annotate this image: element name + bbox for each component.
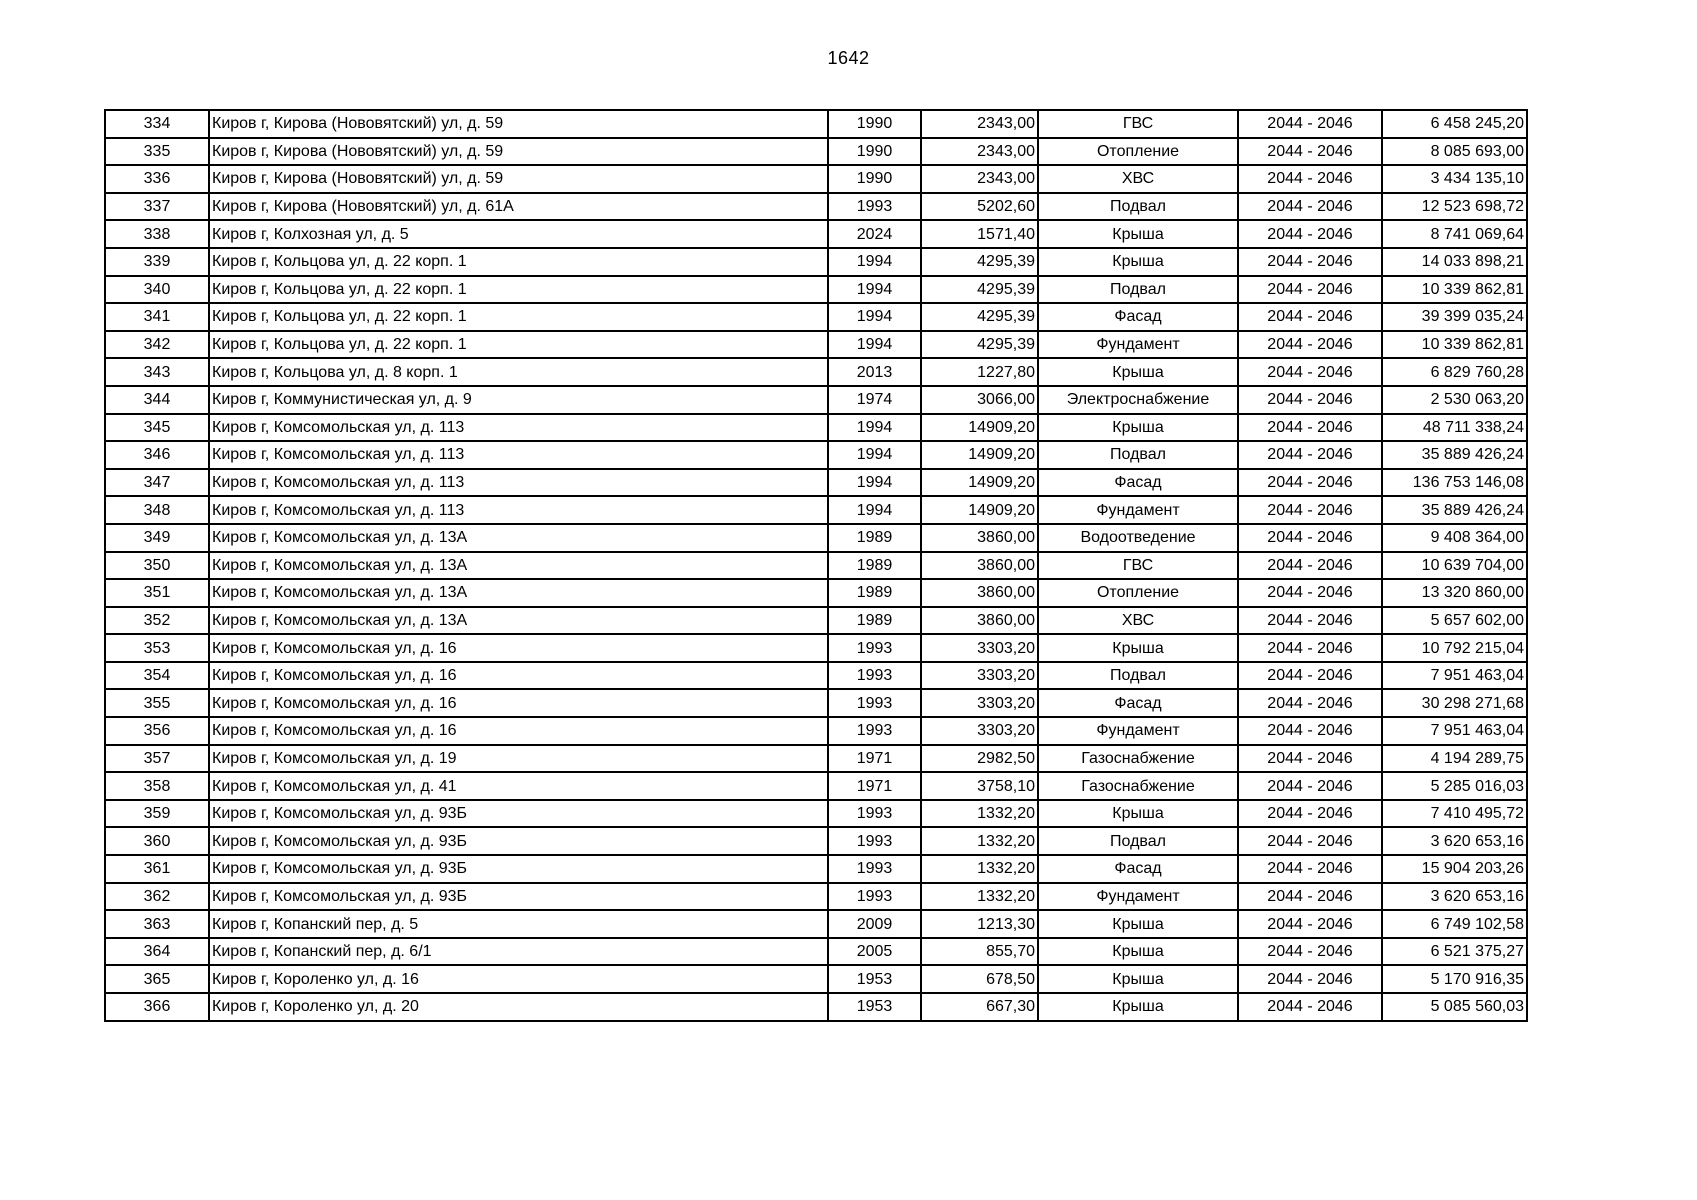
area-cell: 3066,00 <box>921 386 1038 414</box>
period-cell: 2044 - 2046 <box>1238 496 1382 524</box>
table-row <box>105 800 1527 828</box>
area-cell: 1332,20 <box>921 827 1038 855</box>
work-type-cell: Фасад <box>1038 855 1238 883</box>
table-row <box>105 910 1527 938</box>
row-number-cell: 362 <box>105 883 209 911</box>
period-cell: 2044 - 2046 <box>1238 717 1382 745</box>
work-type-cell: Подвал <box>1038 193 1238 221</box>
area-cell: 3860,00 <box>921 552 1038 580</box>
cost-cell: 6 749 102,58 <box>1382 910 1527 938</box>
cost-cell: 10 339 862,81 <box>1382 276 1527 304</box>
work-type-cell: Крыша <box>1038 938 1238 966</box>
work-type-cell: ГВС <box>1038 552 1238 580</box>
period-cell: 2044 - 2046 <box>1238 414 1382 442</box>
row-number-cell: 364 <box>105 938 209 966</box>
area-cell: 1213,30 <box>921 910 1038 938</box>
work-type-cell: Крыша <box>1038 220 1238 248</box>
year-built-cell: 1994 <box>828 496 921 524</box>
year-built-cell: 1990 <box>828 138 921 166</box>
repair-schedule-table <box>104 109 1528 1022</box>
area-cell: 2343,00 <box>921 138 1038 166</box>
table-row <box>105 220 1527 248</box>
year-built-cell: 1971 <box>828 745 921 773</box>
cost-cell: 3 620 653,16 <box>1382 827 1527 855</box>
area-cell: 14909,20 <box>921 496 1038 524</box>
period-cell: 2044 - 2046 <box>1238 579 1382 607</box>
area-cell: 678,50 <box>921 965 1038 993</box>
cost-cell: 3 434 135,10 <box>1382 165 1527 193</box>
period-cell: 2044 - 2046 <box>1238 248 1382 276</box>
period-cell: 2044 - 2046 <box>1238 883 1382 911</box>
table-row <box>105 193 1527 221</box>
year-built-cell: 1993 <box>828 662 921 690</box>
area-cell: 855,70 <box>921 938 1038 966</box>
year-built-cell: 1993 <box>828 634 921 662</box>
address-cell: Киров г, Комсомольская ул, д. 93Б <box>209 883 828 911</box>
area-cell: 3303,20 <box>921 662 1038 690</box>
area-cell: 1571,40 <box>921 220 1038 248</box>
cost-cell: 5 657 602,00 <box>1382 607 1527 635</box>
period-cell: 2044 - 2046 <box>1238 772 1382 800</box>
work-type-cell: Фасад <box>1038 689 1238 717</box>
period-cell: 2044 - 2046 <box>1238 855 1382 883</box>
row-number-cell: 351 <box>105 579 209 607</box>
period-cell: 2044 - 2046 <box>1238 689 1382 717</box>
area-cell: 3303,20 <box>921 634 1038 662</box>
period-cell: 2044 - 2046 <box>1238 965 1382 993</box>
table-row <box>105 552 1527 580</box>
year-built-cell: 1994 <box>828 414 921 442</box>
year-built-cell: 2005 <box>828 938 921 966</box>
period-cell: 2044 - 2046 <box>1238 386 1382 414</box>
work-type-cell: Крыша <box>1038 358 1238 386</box>
row-number-cell: 365 <box>105 965 209 993</box>
cost-cell: 12 523 698,72 <box>1382 193 1527 221</box>
work-type-cell: Крыша <box>1038 800 1238 828</box>
row-number-cell: 339 <box>105 248 209 276</box>
area-cell: 1227,80 <box>921 358 1038 386</box>
row-number-cell: 353 <box>105 634 209 662</box>
work-type-cell: Подвал <box>1038 827 1238 855</box>
period-cell: 2044 - 2046 <box>1238 552 1382 580</box>
cost-cell: 30 298 271,68 <box>1382 689 1527 717</box>
cost-cell: 14 033 898,21 <box>1382 248 1527 276</box>
row-number-cell: 358 <box>105 772 209 800</box>
work-type-cell: Крыша <box>1038 993 1238 1021</box>
cost-cell: 35 889 426,24 <box>1382 441 1527 469</box>
cost-cell: 39 399 035,24 <box>1382 303 1527 331</box>
period-cell: 2044 - 2046 <box>1238 800 1382 828</box>
row-number-cell: 337 <box>105 193 209 221</box>
cost-cell: 48 711 338,24 <box>1382 414 1527 442</box>
area-cell: 14909,20 <box>921 469 1038 497</box>
table-row <box>105 993 1527 1021</box>
table-row <box>105 138 1527 166</box>
period-cell: 2044 - 2046 <box>1238 607 1382 635</box>
period-cell: 2044 - 2046 <box>1238 524 1382 552</box>
work-type-cell: Отопление <box>1038 579 1238 607</box>
year-built-cell: 1993 <box>828 800 921 828</box>
period-cell: 2044 - 2046 <box>1238 358 1382 386</box>
table-row <box>105 938 1527 966</box>
work-type-cell: Фасад <box>1038 469 1238 497</box>
period-cell: 2044 - 2046 <box>1238 469 1382 497</box>
row-number-cell: 356 <box>105 717 209 745</box>
row-number-cell: 350 <box>105 552 209 580</box>
row-number-cell: 344 <box>105 386 209 414</box>
cost-cell: 6 829 760,28 <box>1382 358 1527 386</box>
cost-cell: 7 410 495,72 <box>1382 800 1527 828</box>
work-type-cell: Подвал <box>1038 276 1238 304</box>
table-row <box>105 441 1527 469</box>
address-cell: Киров г, Комсомольская ул, д. 113 <box>209 414 828 442</box>
address-cell: Киров г, Колхозная ул, д. 5 <box>209 220 828 248</box>
table-row <box>105 524 1527 552</box>
address-cell: Киров г, Кольцова ул, д. 22 корп. 1 <box>209 331 828 359</box>
work-type-cell: ГВС <box>1038 110 1238 138</box>
work-type-cell: Фундамент <box>1038 717 1238 745</box>
address-cell: Киров г, Комсомольская ул, д. 16 <box>209 689 828 717</box>
work-type-cell: Подвал <box>1038 441 1238 469</box>
table-row <box>105 965 1527 993</box>
year-built-cell: 1994 <box>828 331 921 359</box>
period-cell: 2044 - 2046 <box>1238 303 1382 331</box>
row-number-cell: 341 <box>105 303 209 331</box>
address-cell: Киров г, Короленко ул, д. 20 <box>209 993 828 1021</box>
table-row <box>105 745 1527 773</box>
row-number-cell: 352 <box>105 607 209 635</box>
area-cell: 4295,39 <box>921 331 1038 359</box>
area-cell: 1332,20 <box>921 883 1038 911</box>
area-cell: 2343,00 <box>921 165 1038 193</box>
work-type-cell: Крыша <box>1038 910 1238 938</box>
year-built-cell: 1990 <box>828 165 921 193</box>
address-cell: Киров г, Кольцова ул, д. 22 корп. 1 <box>209 276 828 304</box>
work-type-cell: Подвал <box>1038 662 1238 690</box>
row-number-cell: 355 <box>105 689 209 717</box>
row-number-cell: 347 <box>105 469 209 497</box>
area-cell: 14909,20 <box>921 441 1038 469</box>
address-cell: Киров г, Кольцова ул, д. 22 корп. 1 <box>209 303 828 331</box>
work-type-cell: Отопление <box>1038 138 1238 166</box>
period-cell: 2044 - 2046 <box>1238 110 1382 138</box>
period-cell: 2044 - 2046 <box>1238 827 1382 855</box>
area-cell: 1332,20 <box>921 855 1038 883</box>
address-cell: Киров г, Комсомольская ул, д. 19 <box>209 745 828 773</box>
address-cell: Киров г, Копанский пер, д. 5 <box>209 910 828 938</box>
year-built-cell: 1993 <box>828 193 921 221</box>
area-cell: 2982,50 <box>921 745 1038 773</box>
work-type-cell: Газоснабжение <box>1038 745 1238 773</box>
work-type-cell: Фундамент <box>1038 496 1238 524</box>
row-number-cell: 340 <box>105 276 209 304</box>
period-cell: 2044 - 2046 <box>1238 441 1382 469</box>
page-number: 1642 <box>827 48 870 68</box>
year-built-cell: 1989 <box>828 579 921 607</box>
year-built-cell: 1994 <box>828 248 921 276</box>
year-built-cell: 1989 <box>828 607 921 635</box>
area-cell: 3860,00 <box>921 607 1038 635</box>
area-cell: 667,30 <box>921 993 1038 1021</box>
table-row <box>105 496 1527 524</box>
cost-cell: 136 753 146,08 <box>1382 469 1527 497</box>
period-cell: 2044 - 2046 <box>1238 993 1382 1021</box>
table-row <box>105 276 1527 304</box>
year-built-cell: 1994 <box>828 303 921 331</box>
year-built-cell: 1993 <box>828 855 921 883</box>
work-type-cell: Электроснабжение <box>1038 386 1238 414</box>
table-row <box>105 662 1527 690</box>
year-built-cell: 1974 <box>828 386 921 414</box>
table-row <box>105 689 1527 717</box>
year-built-cell: 1994 <box>828 441 921 469</box>
area-cell: 4295,39 <box>921 303 1038 331</box>
period-cell: 2044 - 2046 <box>1238 331 1382 359</box>
cost-cell: 7 951 463,04 <box>1382 717 1527 745</box>
area-cell: 3860,00 <box>921 579 1038 607</box>
year-built-cell: 1989 <box>828 524 921 552</box>
table-row <box>105 634 1527 662</box>
row-number-cell: 343 <box>105 358 209 386</box>
cost-cell: 10 339 862,81 <box>1382 331 1527 359</box>
cost-cell: 9 408 364,00 <box>1382 524 1527 552</box>
period-cell: 2044 - 2046 <box>1238 276 1382 304</box>
table-row <box>105 883 1527 911</box>
cost-cell: 8 741 069,64 <box>1382 220 1527 248</box>
address-cell: Киров г, Кирова (Нововятский) ул, д. 59 <box>209 165 828 193</box>
address-cell: Киров г, Комсомольская ул, д. 93Б <box>209 855 828 883</box>
table-row <box>105 303 1527 331</box>
area-cell: 3303,20 <box>921 689 1038 717</box>
table-row <box>105 607 1527 635</box>
row-number-cell: 357 <box>105 745 209 773</box>
cost-cell: 13 320 860,00 <box>1382 579 1527 607</box>
work-type-cell: Фундамент <box>1038 331 1238 359</box>
address-cell: Киров г, Комсомольская ул, д. 16 <box>209 634 828 662</box>
cost-cell: 6 521 375,27 <box>1382 938 1527 966</box>
period-cell: 2044 - 2046 <box>1238 193 1382 221</box>
year-built-cell: 1993 <box>828 717 921 745</box>
table-row <box>105 827 1527 855</box>
address-cell: Киров г, Комсомольская ул, д. 13А <box>209 524 828 552</box>
year-built-cell: 1994 <box>828 276 921 304</box>
table-row <box>105 469 1527 497</box>
table-row <box>105 717 1527 745</box>
address-cell: Киров г, Комсомольская ул, д. 113 <box>209 469 828 497</box>
row-number-cell: 338 <box>105 220 209 248</box>
row-number-cell: 335 <box>105 138 209 166</box>
cost-cell: 10 639 704,00 <box>1382 552 1527 580</box>
row-number-cell: 334 <box>105 110 209 138</box>
row-number-cell: 361 <box>105 855 209 883</box>
cost-cell: 2 530 063,20 <box>1382 386 1527 414</box>
work-type-cell: Крыша <box>1038 414 1238 442</box>
work-type-cell: ХВС <box>1038 165 1238 193</box>
address-cell: Киров г, Комсомольская ул, д. 113 <box>209 441 828 469</box>
address-cell: Киров г, Комсомольская ул, д. 93Б <box>209 827 828 855</box>
row-number-cell: 346 <box>105 441 209 469</box>
address-cell: Киров г, Комсомольская ул, д. 13А <box>209 552 828 580</box>
row-number-cell: 354 <box>105 662 209 690</box>
period-cell: 2044 - 2046 <box>1238 938 1382 966</box>
work-type-cell: Фундамент <box>1038 883 1238 911</box>
table-row <box>105 331 1527 359</box>
year-built-cell: 1953 <box>828 993 921 1021</box>
period-cell: 2044 - 2046 <box>1238 138 1382 166</box>
table-row <box>105 855 1527 883</box>
address-cell: Киров г, Комсомольская ул, д. 113 <box>209 496 828 524</box>
cost-cell: 6 458 245,20 <box>1382 110 1527 138</box>
work-type-cell: Фасад <box>1038 303 1238 331</box>
area-cell: 5202,60 <box>921 193 1038 221</box>
table-row <box>105 386 1527 414</box>
row-number-cell: 363 <box>105 910 209 938</box>
year-built-cell: 1994 <box>828 469 921 497</box>
cost-cell: 5 085 560,03 <box>1382 993 1527 1021</box>
work-type-cell: ХВС <box>1038 607 1238 635</box>
table-row <box>105 248 1527 276</box>
area-cell: 4295,39 <box>921 248 1038 276</box>
cost-cell: 15 904 203,26 <box>1382 855 1527 883</box>
table-row <box>105 165 1527 193</box>
year-built-cell: 1993 <box>828 883 921 911</box>
table-row <box>105 772 1527 800</box>
table-row <box>105 579 1527 607</box>
address-cell: Киров г, Копанский пер, д. 6/1 <box>209 938 828 966</box>
row-number-cell: 336 <box>105 165 209 193</box>
period-cell: 2044 - 2046 <box>1238 745 1382 773</box>
cost-cell: 4 194 289,75 <box>1382 745 1527 773</box>
year-built-cell: 1989 <box>828 552 921 580</box>
work-type-cell: Крыша <box>1038 965 1238 993</box>
cost-cell: 5 170 916,35 <box>1382 965 1527 993</box>
table-body <box>105 110 1527 1021</box>
row-number-cell: 366 <box>105 993 209 1021</box>
period-cell: 2044 - 2046 <box>1238 220 1382 248</box>
cost-cell: 5 285 016,03 <box>1382 772 1527 800</box>
address-cell: Киров г, Комсомольская ул, д. 41 <box>209 772 828 800</box>
area-cell: 3758,10 <box>921 772 1038 800</box>
cost-cell: 10 792 215,04 <box>1382 634 1527 662</box>
area-cell: 4295,39 <box>921 276 1038 304</box>
address-cell: Киров г, Кирова (Нововятский) ул, д. 59 <box>209 110 828 138</box>
row-number-cell: 359 <box>105 800 209 828</box>
address-cell: Киров г, Кольцова ул, д. 22 корп. 1 <box>209 248 828 276</box>
address-cell: Киров г, Комсомольская ул, д. 93Б <box>209 800 828 828</box>
year-built-cell: 1971 <box>828 772 921 800</box>
address-cell: Киров г, Комсомольская ул, д. 13А <box>209 579 828 607</box>
cost-cell: 3 620 653,16 <box>1382 883 1527 911</box>
row-number-cell: 360 <box>105 827 209 855</box>
row-number-cell: 348 <box>105 496 209 524</box>
work-type-cell: Водоотведение <box>1038 524 1238 552</box>
cost-cell: 35 889 426,24 <box>1382 496 1527 524</box>
row-number-cell: 342 <box>105 331 209 359</box>
year-built-cell: 1993 <box>828 689 921 717</box>
year-built-cell: 2024 <box>828 220 921 248</box>
year-built-cell: 1990 <box>828 110 921 138</box>
period-cell: 2044 - 2046 <box>1238 165 1382 193</box>
table-row <box>105 110 1527 138</box>
address-cell: Киров г, Комсомольская ул, д. 13А <box>209 607 828 635</box>
address-cell: Киров г, Кирова (Нововятский) ул, д. 61А <box>209 193 828 221</box>
period-cell: 2044 - 2046 <box>1238 910 1382 938</box>
area-cell: 3303,20 <box>921 717 1038 745</box>
year-built-cell: 1953 <box>828 965 921 993</box>
year-built-cell: 1993 <box>828 827 921 855</box>
address-cell: Киров г, Кирова (Нововятский) ул, д. 59 <box>209 138 828 166</box>
address-cell: Киров г, Кольцова ул, д. 8 корп. 1 <box>209 358 828 386</box>
period-cell: 2044 - 2046 <box>1238 662 1382 690</box>
row-number-cell: 349 <box>105 524 209 552</box>
cost-cell: 8 085 693,00 <box>1382 138 1527 166</box>
row-number-cell: 345 <box>105 414 209 442</box>
table-row <box>105 358 1527 386</box>
area-cell: 3860,00 <box>921 524 1038 552</box>
area-cell: 1332,20 <box>921 800 1038 828</box>
year-built-cell: 2009 <box>828 910 921 938</box>
address-cell: Киров г, Комсомольская ул, д. 16 <box>209 662 828 690</box>
period-cell: 2044 - 2046 <box>1238 634 1382 662</box>
work-type-cell: Крыша <box>1038 248 1238 276</box>
cost-cell: 7 951 463,04 <box>1382 662 1527 690</box>
address-cell: Киров г, Короленко ул, д. 16 <box>209 965 828 993</box>
address-cell: Киров г, Комсомольская ул, д. 16 <box>209 717 828 745</box>
table-row <box>105 414 1527 442</box>
work-type-cell: Газоснабжение <box>1038 772 1238 800</box>
year-built-cell: 2013 <box>828 358 921 386</box>
address-cell: Киров г, Коммунистическая ул, д. 9 <box>209 386 828 414</box>
area-cell: 14909,20 <box>921 414 1038 442</box>
area-cell: 2343,00 <box>921 110 1038 138</box>
work-type-cell: Крыша <box>1038 634 1238 662</box>
